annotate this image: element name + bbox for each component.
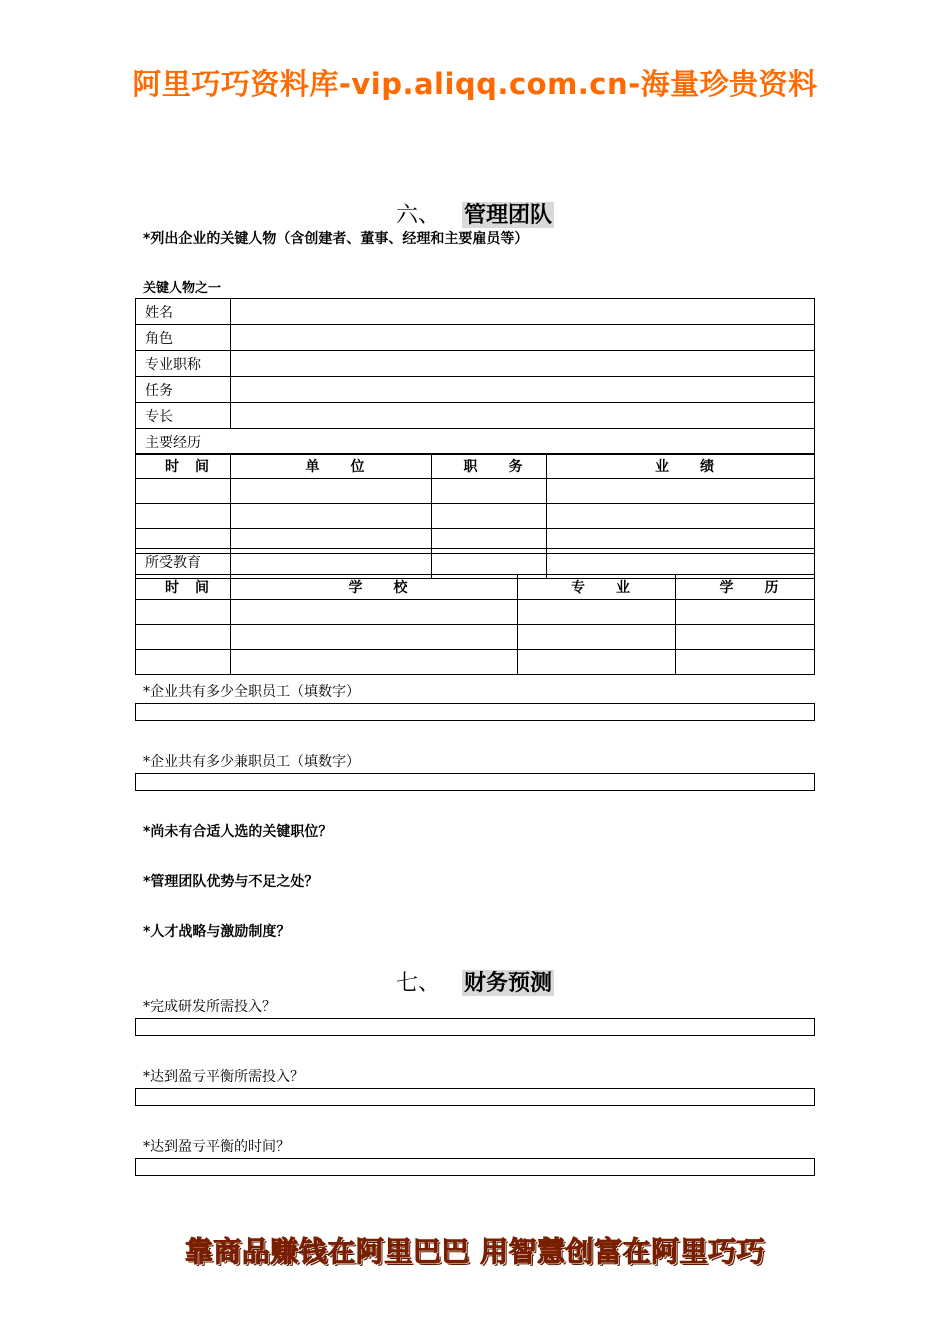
education-cell[interactable] [676,600,815,625]
field-label-specialty: 专长 [136,403,231,429]
field-row-role [136,325,815,351]
experience-row [136,504,815,529]
education-label-table [135,548,815,575]
experience-cell[interactable] [547,504,815,529]
experience-header-achievement: 业 绩 [547,454,815,479]
experience-label-row [136,429,815,455]
question-breakeven-time: *达到盈亏平衡的时间？ [143,1139,290,1155]
experience-cell[interactable] [231,479,432,504]
experience-cell[interactable] [231,504,432,529]
field-label-title: 专业职称 [136,351,231,377]
field-label-task: 任务 [136,377,231,403]
field-input-specialty[interactable] [231,403,815,429]
footer-banner: 靠商品赚钱在阿里巴巴 用智慧创富在阿里巧巧 [184,1235,766,1268]
experience-row [136,479,815,504]
key-person-heading: 关键人物之一 [143,281,222,296]
education-cell[interactable] [518,650,676,675]
education-table [135,574,815,675]
input-breakeven-investment[interactable] [135,1088,815,1106]
field-input-name[interactable] [231,299,815,325]
experience-cell[interactable] [136,504,231,529]
section-6-title [0,198,950,229]
section-7-title [0,966,950,997]
experience-header-position: 职 务 [432,454,547,479]
education-cell[interactable] [518,600,676,625]
experience-header-time: 时 间 [136,454,231,479]
field-row-title [136,351,815,377]
experience-label: 主要经历 [136,429,815,455]
education-row [136,625,815,650]
experience-header-unit: 单 位 [231,454,432,479]
question-breakeven-investment: *达到盈亏平衡所需投入？ [143,1069,304,1085]
education-cell[interactable] [136,650,231,675]
education-header-school: 学 校 [231,575,518,600]
experience-cell[interactable] [136,479,231,504]
field-input-task[interactable] [231,377,815,403]
education-header-degree: 学 历 [676,575,815,600]
section-7-heading: 财务预测 [464,970,553,996]
question-rd-investment: *完成研发所需投入？ [143,999,276,1015]
input-parttime-staff[interactable] [135,773,815,791]
key-person-fields-table [135,298,815,455]
education-header-major: 专 业 [518,575,676,600]
field-input-role[interactable] [231,325,815,351]
question-team-strengths: *管理团队优势与不足之处？ [143,874,319,890]
field-label-role: 角色 [136,325,231,351]
field-row-specialty [136,403,815,429]
field-row-name [136,299,815,325]
question-parttime-staff: *企业共有多少兼职员工（填数字） [143,754,360,770]
input-breakeven-time[interactable] [135,1158,815,1176]
education-header-row [136,575,815,600]
input-fulltime-staff[interactable] [135,703,815,721]
question-fulltime-staff: *企业共有多少全职员工（填数字） [143,684,360,700]
experience-cell[interactable] [547,479,815,504]
field-input-title[interactable] [231,351,815,377]
header-banner: 阿里巧巧资料库-vip.aliqq.com.cn-海量珍贵资料 [132,67,818,101]
education-cell[interactable] [518,625,676,650]
section-7-number: 七、 [395,971,440,996]
question-talent-strategy: *人才战略与激励制度？ [143,924,291,940]
experience-header-row [136,454,815,479]
experience-cell[interactable] [432,504,547,529]
field-label-name: 姓名 [136,299,231,325]
education-label-row [136,549,815,575]
education-cell[interactable] [231,600,518,625]
field-row-task [136,377,815,403]
education-row [136,600,815,625]
input-rd-investment[interactable] [135,1018,815,1036]
section-6-heading: 管理团队 [464,202,553,228]
education-cell[interactable] [136,600,231,625]
education-cell[interactable] [136,625,231,650]
section-6-instruction: *列出企业的关键人物（含创建者、董事、经理和主要雇员等） [143,231,529,247]
section-6-number: 六、 [395,203,440,228]
education-cell[interactable] [676,625,815,650]
experience-cell[interactable] [432,479,547,504]
question-vacant-positions: *尚未有合适人选的关键职位？ [143,824,333,840]
education-cell[interactable] [231,650,518,675]
education-row [136,650,815,675]
education-header-time: 时 间 [136,575,231,600]
education-cell[interactable] [231,625,518,650]
education-cell[interactable] [676,650,815,675]
education-label: 所受教育 [136,549,815,575]
